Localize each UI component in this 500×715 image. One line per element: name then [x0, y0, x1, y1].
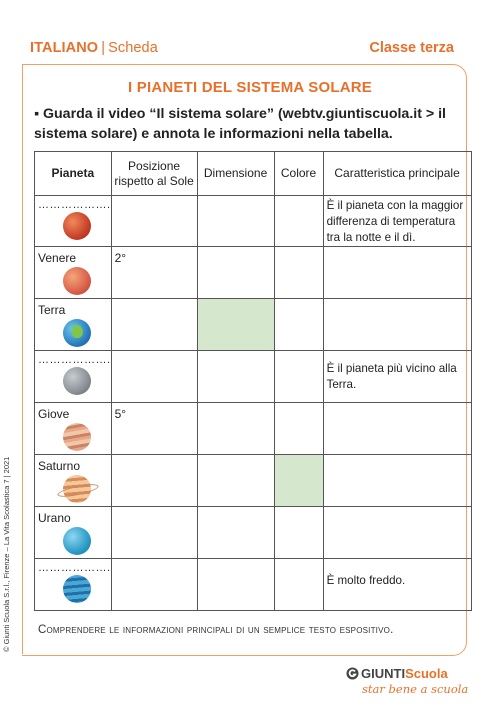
position-cell[interactable]: [111, 299, 197, 351]
color-cell[interactable]: [274, 455, 323, 507]
position-value: [112, 351, 197, 355]
logo-brand-giunti: GIUNTI: [361, 666, 406, 681]
feature-text: [324, 455, 471, 457]
planet-cell: [35, 455, 112, 507]
saturn-icon: [63, 475, 91, 503]
worksheet-frame-left: [22, 64, 23, 654]
size-cell[interactable]: [197, 196, 274, 247]
planet-name-blank[interactable]: ……………….: [38, 199, 111, 211]
position-cell[interactable]: [111, 351, 197, 403]
feature-text: [324, 299, 471, 301]
feature-cell[interactable]: [323, 455, 471, 507]
color-cell[interactable]: [274, 247, 323, 299]
header-position: Posizione rispetto al Sole: [111, 152, 197, 196]
table-row: [35, 403, 472, 455]
feature-text: È il pianeta più vicino alla Terra.: [326, 362, 457, 391]
position-value: 5°: [114, 407, 127, 421]
position-cell[interactable]: [111, 403, 197, 455]
position-cell[interactable]: [111, 196, 197, 247]
position-value: [112, 196, 197, 200]
logo-brand: [361, 666, 448, 681]
planet-name: Saturno: [38, 459, 81, 473]
earth-icon: [63, 319, 91, 347]
position-cell[interactable]: [111, 559, 197, 611]
planet-cell: [35, 403, 112, 455]
position-value: [112, 559, 197, 563]
feature-text: È molto freddo.: [326, 574, 406, 587]
planet-cell: [35, 559, 112, 611]
venus-icon: [63, 267, 91, 295]
table-row: [35, 507, 472, 559]
table-row: [35, 196, 472, 247]
page-title: I PIANETI DEL SISTEMA SOLARE: [128, 79, 372, 96]
header-color: Colore: [274, 152, 323, 196]
feature-cell[interactable]: [323, 196, 471, 247]
color-cell[interactable]: [274, 196, 323, 247]
color-cell[interactable]: [274, 507, 323, 559]
header-feature: Caratteristica principale: [323, 152, 471, 196]
planet-name-blank[interactable]: ……………….: [38, 354, 111, 366]
size-cell[interactable]: [197, 455, 274, 507]
planet-cell: [35, 351, 112, 403]
header-planet: Pianeta: [35, 152, 112, 196]
size-cell[interactable]: [197, 299, 274, 351]
planet-name: Terra: [38, 303, 66, 317]
feature-text: [324, 507, 471, 509]
subject-label: ITALIANO: [30, 40, 99, 56]
feature-cell[interactable]: [323, 351, 471, 403]
planet-cell: [35, 299, 112, 351]
earth-land-icon: [72, 325, 83, 338]
header-size: Dimensione: [197, 152, 274, 196]
instruction-text: ▪ Guarda il video “Il sistema solare” (webtv.giuntiscuola.it > il sistema solare) e annota le informazioni nella tabella.: [34, 106, 446, 142]
table-row: [35, 351, 472, 403]
grade-label: Classe terza: [369, 40, 454, 56]
feature-cell[interactable]: [323, 247, 471, 299]
learning-objective: Comprendere le informazioni principali di un semplice testo espositivo.: [38, 624, 394, 636]
feature-cell[interactable]: [323, 507, 471, 559]
header-separator: |: [101, 40, 106, 56]
sheet-label: Scheda: [108, 40, 158, 56]
planet-name: Urano: [38, 511, 71, 525]
feature-text: È il pianeta con la maggior differenza di temperatura tra la notte e il dì.: [326, 199, 464, 244]
position-cell[interactable]: [111, 507, 197, 559]
planet-cell: [35, 507, 112, 559]
feature-cell[interactable]: [323, 299, 471, 351]
table-row: [35, 299, 472, 351]
jupiter-icon: [63, 423, 91, 451]
mars-icon: [63, 212, 91, 240]
table-header-row: [35, 152, 472, 196]
position-cell[interactable]: [111, 455, 197, 507]
giunti-logo-icon: [346, 667, 359, 680]
size-cell[interactable]: [197, 403, 274, 455]
position-cell[interactable]: [111, 247, 197, 299]
planet-cell: [35, 247, 112, 299]
subject-header: [30, 40, 158, 56]
size-cell[interactable]: [197, 507, 274, 559]
planet-cell: [35, 196, 112, 247]
table-row: [35, 455, 472, 507]
color-cell[interactable]: [274, 559, 323, 611]
neptune-icon: [63, 575, 91, 603]
color-cell[interactable]: [274, 299, 323, 351]
planet-name: Giove: [38, 407, 70, 421]
planet-name-blank[interactable]: ……………….: [38, 562, 111, 574]
logo-brand-scuola: Scuola: [405, 666, 448, 681]
saturn-ring-icon: [57, 482, 100, 500]
color-cell[interactable]: [274, 403, 323, 455]
position-value: [112, 507, 197, 511]
uranus-icon: [63, 527, 91, 555]
logo-tagline: star bene a scuola: [362, 682, 469, 696]
mercury-icon: [63, 367, 91, 395]
planet-name: Venere: [38, 251, 77, 265]
size-cell[interactable]: [197, 559, 274, 611]
feature-text: [324, 403, 471, 405]
position-value: [112, 299, 197, 303]
position-value: [112, 455, 197, 459]
table-row: [35, 247, 472, 299]
feature-cell[interactable]: [323, 403, 471, 455]
feature-cell[interactable]: [323, 559, 471, 611]
feature-text: [324, 247, 471, 249]
copyright-credit: © Giunti Scuola S.r.l., Firenze – La Vita Scolastica 7 | 2021: [2, 456, 11, 652]
color-cell[interactable]: [274, 351, 323, 403]
size-cell[interactable]: [197, 247, 274, 299]
position-value: 2°: [114, 251, 127, 265]
planets-table: [34, 151, 472, 611]
size-cell[interactable]: [197, 351, 274, 403]
table-row: [35, 559, 472, 611]
